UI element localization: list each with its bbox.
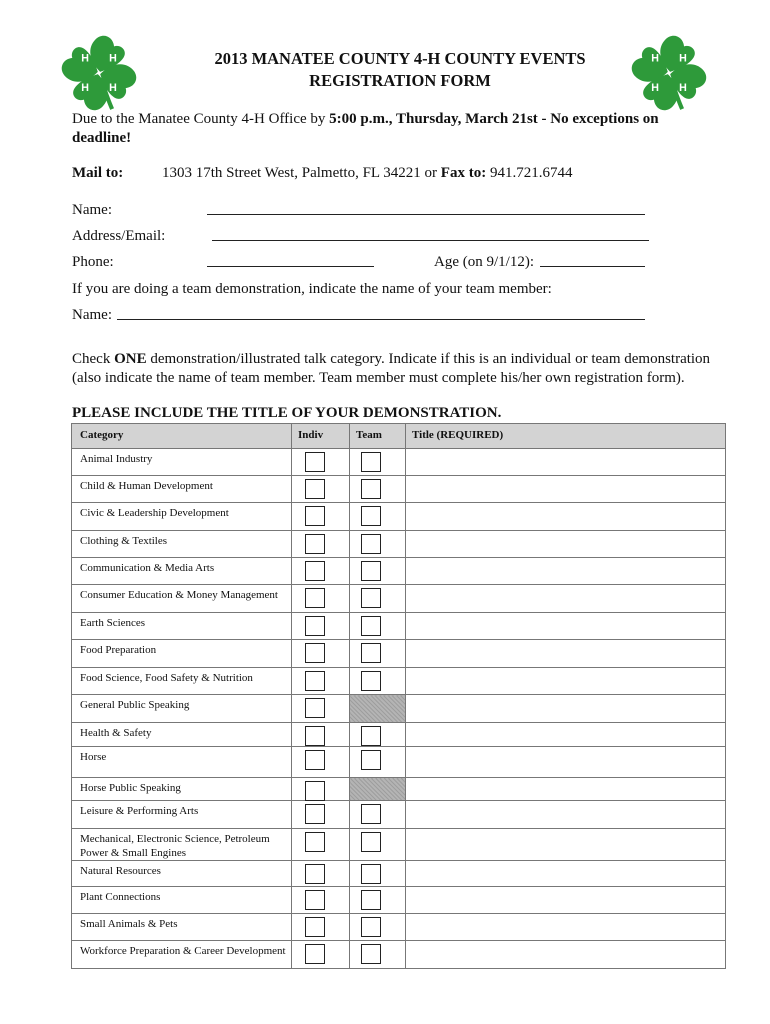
team-name-label: Name:	[72, 307, 112, 323]
demonstration-title-field[interactable]	[406, 778, 726, 801]
indiv-checkbox[interactable]	[305, 479, 325, 499]
deadline-text	[72, 110, 682, 148]
mail-address	[162, 164, 572, 182]
demonstration-title-field[interactable]	[406, 829, 726, 861]
table-row	[72, 476, 726, 503]
table-row	[72, 449, 726, 476]
team-cell	[350, 585, 406, 613]
demonstration-title-field[interactable]	[406, 695, 726, 723]
indiv-cell	[292, 829, 350, 861]
indiv-checkbox[interactable]	[305, 506, 325, 526]
indiv-cell	[292, 476, 350, 503]
indiv-checkbox[interactable]	[305, 534, 325, 554]
demonstration-title-field[interactable]	[406, 747, 726, 778]
team-cell-unavailable	[350, 695, 406, 723]
category-name: Child & Human Development	[72, 476, 292, 503]
category-name: Small Animals & Pets	[72, 914, 292, 941]
indiv-checkbox[interactable]	[305, 804, 325, 824]
team-cell	[350, 558, 406, 585]
team-checkbox[interactable]	[361, 832, 381, 852]
team-prompt: If you are doing a team demonstration, indicate the name of your team member:	[72, 281, 552, 297]
header-category: Category	[72, 424, 292, 449]
indiv-cell	[292, 801, 350, 829]
indiv-cell	[292, 723, 350, 747]
team-cell	[350, 941, 406, 969]
team-cell	[350, 503, 406, 531]
indiv-checkbox[interactable]	[305, 832, 325, 852]
demonstration-title-field[interactable]	[406, 531, 726, 558]
team-cell	[350, 747, 406, 778]
indiv-checkbox[interactable]	[305, 781, 325, 801]
team-cell	[350, 449, 406, 476]
category-name: Horse	[72, 747, 292, 778]
table-row	[72, 640, 726, 668]
team-checkbox[interactable]	[361, 944, 381, 964]
address-label: Address/Email:	[72, 228, 166, 244]
category-name: Civic & Leadership Development	[72, 503, 292, 531]
category-name: Workforce Preparation & Career Development	[72, 941, 292, 969]
title-instruction-heading: PLEASE INCLUDE THE TITLE OF YOUR DEMONSTRATION.	[72, 405, 502, 421]
header-indiv: Indiv	[292, 424, 350, 449]
team-checkbox[interactable]	[361, 726, 381, 746]
category-name: Food Preparation	[72, 640, 292, 668]
team-cell	[350, 613, 406, 640]
table-row	[72, 668, 726, 695]
demonstration-title-field[interactable]	[406, 476, 726, 503]
indiv-cell	[292, 668, 350, 695]
table-row	[72, 801, 726, 829]
table-row	[72, 723, 726, 747]
deadline-prefix: Due to the Manatee County 4-H Office by	[72, 111, 330, 127]
indiv-cell	[292, 914, 350, 941]
category-name: Consumer Education & Money Management	[72, 585, 292, 613]
address-email-field[interactable]	[212, 240, 649, 241]
team-cell	[350, 723, 406, 747]
indiv-cell	[292, 640, 350, 668]
team-checkbox[interactable]	[361, 671, 381, 691]
team-cell	[350, 531, 406, 558]
category-name: Communication & Media Arts	[72, 558, 292, 585]
table-row	[72, 585, 726, 613]
table-row	[72, 558, 726, 585]
demonstration-title-field[interactable]	[406, 941, 726, 969]
category-name: Health & Safety	[72, 723, 292, 747]
indiv-checkbox[interactable]	[305, 452, 325, 472]
category-name: Natural Resources	[72, 861, 292, 887]
demonstration-title-field[interactable]	[406, 585, 726, 613]
indiv-cell	[292, 613, 350, 640]
table-row	[72, 914, 726, 941]
category-name: General Public Speaking	[72, 695, 292, 723]
table-row	[72, 531, 726, 558]
demonstration-title-field[interactable]	[406, 668, 726, 695]
team-checkbox[interactable]	[361, 616, 381, 636]
indiv-cell	[292, 747, 350, 778]
indiv-checkbox[interactable]	[305, 616, 325, 636]
check-bold: ONE	[114, 351, 147, 367]
indiv-checkbox[interactable]	[305, 726, 325, 746]
team-checkbox[interactable]	[361, 534, 381, 554]
indiv-cell	[292, 887, 350, 914]
form-title	[170, 48, 630, 92]
team-checkbox[interactable]	[361, 506, 381, 526]
team-cell	[350, 476, 406, 503]
table-row	[72, 861, 726, 887]
indiv-cell	[292, 695, 350, 723]
table-row	[72, 613, 726, 640]
indiv-checkbox[interactable]	[305, 698, 325, 718]
category-name: Clothing & Textiles	[72, 531, 292, 558]
team-checkbox[interactable]	[361, 750, 381, 770]
team-checkbox[interactable]	[361, 452, 381, 472]
team-checkbox[interactable]	[361, 917, 381, 937]
4-h-clover-icon	[58, 32, 140, 114]
team-cell	[350, 668, 406, 695]
indiv-checkbox[interactable]	[305, 864, 325, 884]
name-label: Name:	[72, 202, 112, 218]
mail-to-label: Mail to:	[72, 165, 124, 181]
indiv-cell	[292, 778, 350, 801]
team-checkbox[interactable]	[361, 890, 381, 910]
check-prefix: Check	[72, 351, 115, 367]
title-line-1: 2013 MANATEE COUNTY 4-H COUNTY EVENTS	[214, 49, 586, 68]
name-field[interactable]	[207, 214, 645, 215]
table-row	[72, 941, 726, 969]
table-row	[72, 695, 726, 723]
indiv-cell	[292, 503, 350, 531]
demonstration-title-field[interactable]	[406, 887, 726, 914]
demonstration-title-field[interactable]	[406, 723, 726, 747]
svg-text:H: H	[651, 82, 659, 95]
table-header-row	[72, 424, 726, 449]
team-cell	[350, 914, 406, 941]
indiv-checkbox[interactable]	[305, 944, 325, 964]
team-cell-unavailable	[350, 778, 406, 801]
indiv-cell	[292, 449, 350, 476]
fax-label: Fax to:	[440, 165, 490, 181]
indiv-cell	[292, 558, 350, 585]
table-row	[72, 829, 726, 861]
table-row	[72, 778, 726, 801]
indiv-cell	[292, 861, 350, 887]
title-line-2: REGISTRATION FORM	[309, 71, 491, 90]
header-title: Title (REQUIRED)	[406, 424, 726, 449]
svg-text:H: H	[109, 52, 117, 65]
indiv-cell	[292, 941, 350, 969]
indiv-checkbox[interactable]	[305, 917, 325, 937]
category-name: Animal Industry	[72, 449, 292, 476]
age-field[interactable]	[540, 266, 645, 267]
category-table	[71, 423, 726, 969]
phone-label: Phone:	[72, 254, 114, 270]
team-checkbox[interactable]	[361, 864, 381, 884]
demonstration-title-field[interactable]	[406, 861, 726, 887]
4-h-clover-icon	[628, 32, 710, 114]
team-checkbox[interactable]	[361, 479, 381, 499]
team-checkbox[interactable]	[361, 643, 381, 663]
team-cell	[350, 861, 406, 887]
phone-field[interactable]	[207, 266, 374, 267]
check-rest: demonstration/illustrated talk category. Indicate if this is an individual or team demonstration (also indicate the name of team member. Team member must complete his/her own registration form).	[72, 351, 711, 386]
category-name: Earth Sciences	[72, 613, 292, 640]
team-cell	[350, 640, 406, 668]
deadline-bold: 5:00 p.m., Thursday, March 21st - No exceptions on deadline!	[72, 111, 659, 146]
header-team: Team	[350, 424, 406, 449]
team-checkbox[interactable]	[361, 561, 381, 581]
svg-text:H: H	[109, 82, 117, 95]
team-checkbox[interactable]	[361, 588, 381, 608]
table-row	[72, 747, 726, 778]
mail-address-text: 1303 17th Street West, Palmetto, FL 34221 or	[162, 165, 441, 181]
team-checkbox[interactable]	[361, 804, 381, 824]
category-name: Plant Connections	[72, 887, 292, 914]
svg-text:H: H	[81, 52, 89, 65]
demonstration-title-field[interactable]	[406, 503, 726, 531]
indiv-checkbox[interactable]	[305, 750, 325, 770]
age-label: Age (on 9/1/12):	[434, 254, 534, 270]
indiv-checkbox[interactable]	[305, 561, 325, 581]
table-row	[72, 503, 726, 531]
check-instructions	[72, 350, 732, 388]
fax-number: 941.721.6744	[489, 165, 573, 181]
svg-text:H: H	[679, 82, 687, 95]
demonstration-title-field[interactable]	[406, 640, 726, 668]
demonstration-title-field[interactable]	[406, 613, 726, 640]
category-name: Mechanical, Electronic Science, Petroleum Power & Small Engines	[72, 829, 292, 861]
indiv-cell	[292, 585, 350, 613]
team-cell	[350, 887, 406, 914]
team-cell	[350, 829, 406, 861]
svg-text:H: H	[81, 82, 89, 95]
indiv-checkbox[interactable]	[305, 671, 325, 691]
indiv-cell	[292, 531, 350, 558]
demonstration-title-field[interactable]	[406, 801, 726, 829]
category-name: Food Science, Food Safety & Nutrition	[72, 668, 292, 695]
demonstration-title-field[interactable]	[406, 449, 726, 476]
svg-text:H: H	[651, 52, 659, 65]
demonstration-title-field[interactable]	[406, 914, 726, 941]
team-cell	[350, 801, 406, 829]
team-member-name-field[interactable]	[117, 319, 645, 320]
indiv-checkbox[interactable]	[305, 588, 325, 608]
indiv-checkbox[interactable]	[305, 890, 325, 910]
indiv-checkbox[interactable]	[305, 643, 325, 663]
category-name: Leisure & Performing Arts	[72, 801, 292, 829]
category-name: Horse Public Speaking	[72, 778, 292, 801]
demonstration-title-field[interactable]	[406, 558, 726, 585]
svg-text:H: H	[679, 52, 687, 65]
table-row	[72, 887, 726, 914]
